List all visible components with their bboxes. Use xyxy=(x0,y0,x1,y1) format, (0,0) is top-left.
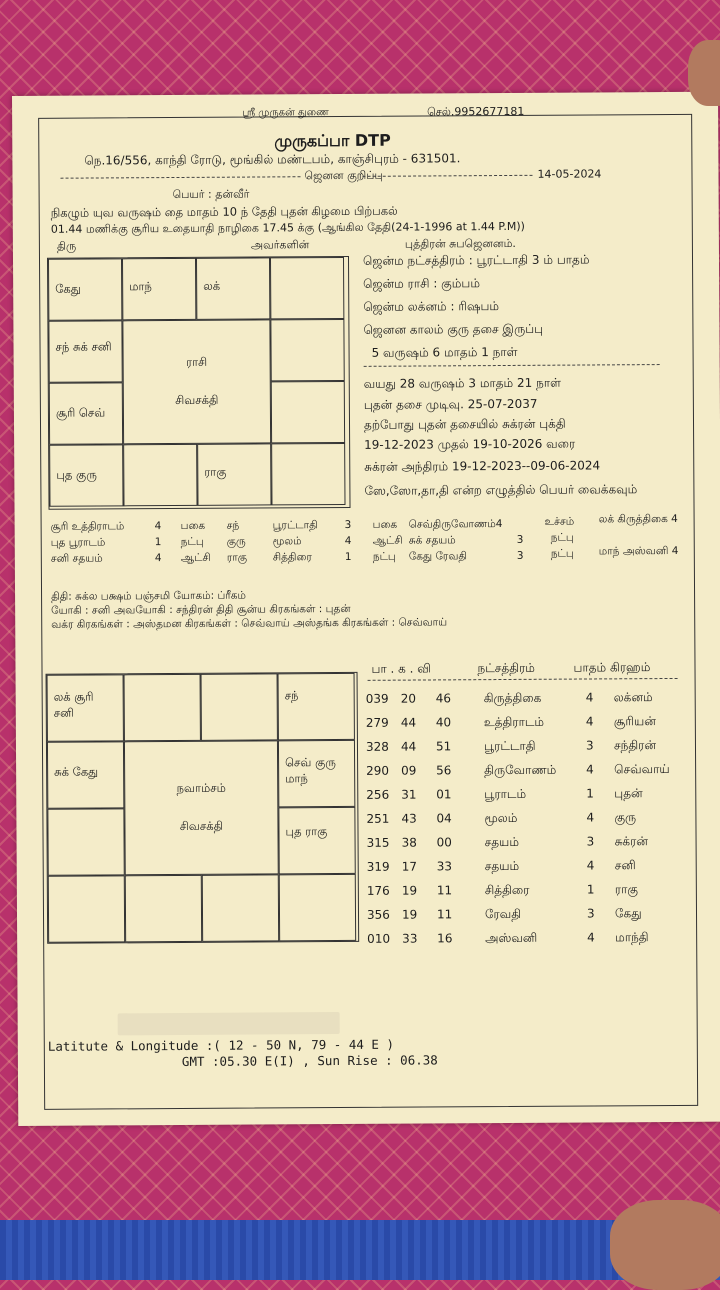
strength-cell: ராகு xyxy=(226,551,248,564)
table-cell: பூராடம் xyxy=(484,786,527,802)
navamsa-cell: செவ் குரு மாந் xyxy=(278,740,355,807)
latitude-longitude: Latitute & Longitude :( 12 - 50 N, 79 - 44 E ) xyxy=(47,1036,395,1054)
table-cell: 315 xyxy=(366,835,390,850)
yogi-line: யோகி : சனி அவயோகி : சந்திரன் திதி சூன்ய கிரகங்கள் : புதன் xyxy=(51,602,351,617)
table-header-degrees: பா . க . வி xyxy=(371,661,431,676)
table-cell: 1 xyxy=(586,786,594,801)
shop-title: முருகப்பா DTP xyxy=(274,130,391,151)
phone-number: செல்.9952677181 xyxy=(427,104,525,119)
age-text: வயது 28 வருஷம் 3 மாதம் 21 நாள் xyxy=(363,375,561,391)
table-cell: 251 xyxy=(366,811,390,826)
finger-top-right xyxy=(688,40,720,106)
finger-bottom-right xyxy=(610,1200,720,1290)
table-cell: 44 xyxy=(400,739,417,754)
strength-cell: குரு xyxy=(226,535,246,548)
table-cell: உத்திராடம் xyxy=(483,714,545,730)
birth-lagnam: ஜென்ம லக்னம் : ரிஷபம் xyxy=(363,299,500,314)
table-cell: 3 xyxy=(586,906,595,921)
table-cell: 010 xyxy=(367,931,391,946)
strength-cell: மூலம் xyxy=(272,535,302,548)
table-cell: 4 xyxy=(586,810,595,825)
table-cell: 4 xyxy=(585,714,594,729)
strength-cell: 4 xyxy=(344,534,352,547)
table-cell: 4 xyxy=(587,930,595,945)
navamsa-cell xyxy=(47,808,124,875)
table-cell: சூரியன் xyxy=(613,714,656,729)
strength-cell: 4 xyxy=(154,552,162,565)
navamsa-center xyxy=(124,740,279,875)
table-cell: 279 xyxy=(365,715,389,730)
table-cell: கேது xyxy=(614,906,642,921)
shop-address: நெ.16/556, காந்தி ரோடு, மூங்கில் மண்டபம், காஞ்சிபுரம் - 631501. xyxy=(84,151,461,168)
strength-cell: கேது ரேவதி xyxy=(408,550,468,563)
navamsa-cell: சுக் கேது xyxy=(47,741,124,808)
document-date: 14-05-2024 xyxy=(537,167,602,181)
table-cell: ரேவதி xyxy=(484,906,522,922)
navamsa-cell xyxy=(124,674,201,741)
birth-star: ஜென்ம நட்சத்திரம் : பூரட்டாதி 3 ம் பாதம் xyxy=(362,252,590,268)
strength-cell: 1 xyxy=(154,536,162,549)
table-cell: கிருத்திகை xyxy=(483,690,542,706)
table-cell: குரு xyxy=(614,810,637,825)
thithi-yoga: திதி: சுக்ல பக்ஷம் பஞ்சமி யோகம்: ப்ரீகம் xyxy=(51,589,246,603)
rasi-cell xyxy=(271,381,345,443)
person-name: பெயர் : தன்வீர் xyxy=(172,187,250,202)
table-cell: 356 xyxy=(366,907,390,922)
navamsa-cell xyxy=(201,673,278,740)
table-cell: 43 xyxy=(401,811,417,826)
table-cell: 51 xyxy=(435,739,452,754)
navamsa-cell xyxy=(202,874,279,941)
table-cell: திருவோணம் xyxy=(484,762,557,778)
table-cell: 38 xyxy=(401,835,417,850)
table-cell: 1 xyxy=(586,882,595,897)
table-cell: 33 xyxy=(402,931,418,946)
period-range: 19-12-2023 முதல் 19-10-2026 வரை xyxy=(364,436,576,452)
birth-line-3b: அவர்களின் xyxy=(250,238,310,252)
strength-cell: புத பூராடம் xyxy=(50,536,106,549)
table-cell: சனி xyxy=(614,858,636,873)
rasi-center-title: ராசி xyxy=(186,354,208,369)
rasi-cell xyxy=(270,319,344,381)
strength-cell: உச்சம் xyxy=(544,515,575,528)
strength-cell: செவ்திருவோணம்4 xyxy=(408,518,503,531)
table-cell: செவ்வாய் xyxy=(614,761,670,777)
blessing-text: ஸ்ரீ முருகன் துணை xyxy=(242,107,329,119)
table-cell: 01 xyxy=(436,787,452,802)
table-cell: சந்திரன் xyxy=(613,738,657,753)
name-letters: ஸே,ஸோ,தா,தி என்ற எழுத்தில் பெயர் வைக்கவும் xyxy=(364,482,638,498)
horoscope-sheet xyxy=(12,92,720,1126)
table-cell: 11 xyxy=(436,907,453,922)
gmt-sunrise: GMT :05.30 E(I) , Sun Rise : 06.38 xyxy=(181,1052,438,1069)
navamsa-center-name: சிவசக்தி xyxy=(179,818,224,833)
strength-cell: 3 xyxy=(516,549,524,562)
table-cell: பூரட்டாதி xyxy=(483,738,536,754)
rasi-cell: சூரி செவ் xyxy=(49,382,123,444)
rasi-cell xyxy=(271,443,345,505)
table-cell: 40 xyxy=(435,715,452,730)
strength-cell: சந் xyxy=(226,519,240,532)
birth-dasa: ஜெனன காலம் குரு தசை இருப்பு xyxy=(363,321,544,337)
table-cell: 3 xyxy=(585,738,594,753)
strength-cell: மாந் அஸ்வனி 4 xyxy=(598,544,679,558)
strength-cell: 1 xyxy=(344,550,352,563)
rasi-cell: கேது xyxy=(48,258,122,320)
table-cell: 09 xyxy=(401,763,417,778)
table-cell: 04 xyxy=(436,811,452,826)
strength-cell: சித்திரை xyxy=(272,551,312,564)
rasi-cell: மாந் xyxy=(122,258,196,320)
strength-cell: நட்பு xyxy=(550,547,574,560)
table-cell: மாந்தி xyxy=(615,930,649,945)
table-cell: சுக்ரன் xyxy=(614,834,648,849)
strength-cell: நட்பு xyxy=(180,535,204,548)
table-cell: 176 xyxy=(366,883,390,898)
table-cell: புதன் xyxy=(614,786,643,801)
rasi-chart xyxy=(47,256,351,510)
table-cell: லக்னம் xyxy=(613,690,653,705)
table-cell: சித்திரை xyxy=(484,882,530,898)
navamsa-cell: புத ராகு xyxy=(278,807,355,874)
strength-cell: ஆட்சி xyxy=(180,551,211,564)
navamsa-cell xyxy=(48,875,125,942)
table-header-pada-planet: பாதம் கிரஹம் xyxy=(573,660,651,675)
strength-cell: சுக் சதயம் xyxy=(408,534,456,547)
vakra-line: வக்ர கிரகங்கள் : அஸ்தமன கிரகங்கள் : செவ்வாய் அஸ்தங்க கிரகங்கள் : செவ்வாய் xyxy=(51,616,448,631)
dasa-balance: 5 வருஷம் 6 மாதம் 1 நாள் xyxy=(371,344,518,360)
table-cell: 33 xyxy=(436,859,453,874)
table-cell: 19 xyxy=(401,883,418,898)
table-cell: 4 xyxy=(586,858,595,873)
strength-cell: ஆட்சி xyxy=(372,534,403,547)
table-cell: 00 xyxy=(436,835,452,850)
rasi-cell xyxy=(270,257,344,319)
strength-cell: நட்பு xyxy=(550,531,574,544)
rasi-cell: சந் சுக் சனி xyxy=(48,320,122,382)
strength-cell: பகை xyxy=(180,519,206,532)
navamsa-cell xyxy=(279,874,356,941)
rasi-center-name: சிவசக்தி xyxy=(175,392,219,408)
birth-line-3c: புத்திரன் சுபஜெனனம். xyxy=(404,236,516,251)
table-cell: மூலம் xyxy=(484,810,518,826)
table-cell: 44 xyxy=(400,715,417,730)
antara-range: சுக்ரன் அந்திரம் 19-12-2023--09-06-2024 xyxy=(364,458,601,474)
table-cell: 16 xyxy=(437,931,453,946)
budhan-dasa-end: புதன் தசை முடிவு. 25-07-2037 xyxy=(363,396,538,412)
table-cell: 256 xyxy=(366,787,390,802)
document-title: ஜெனன குறிப்பு xyxy=(304,168,383,183)
planet-strength-table xyxy=(50,512,701,572)
paper-strip xyxy=(118,1012,340,1035)
navamsa-cell: சந் xyxy=(278,673,355,740)
birth-line-2: 01.44 மணிக்கு சூரிய உதையாதி நாழிகை 17.45 க்கு (ஆங்கில தேதி(24-1-1996 at 1.44 P.M)) xyxy=(50,219,525,236)
navamsa-cell xyxy=(125,875,202,942)
rasi-center xyxy=(122,319,271,444)
navamsa-center-title: நவாம்சம் xyxy=(176,780,226,796)
table-cell: அஸ்வனி xyxy=(485,930,538,946)
rasi-cell xyxy=(123,444,197,506)
navamsa-chart xyxy=(46,672,360,944)
birth-line-3a: திரு xyxy=(56,239,77,253)
strength-cell: 3 xyxy=(344,518,352,531)
strength-cell: 4 xyxy=(154,520,162,533)
birth-rasi: ஜென்ம ராசி : கும்பம் xyxy=(363,276,481,291)
rasi-cell: லக் xyxy=(196,257,270,319)
table-cell: 4 xyxy=(586,762,594,777)
table-cell: 319 xyxy=(366,859,390,874)
current-period: தற்போது புதன் தசையில் சுக்ரன் புக்தி xyxy=(363,416,566,432)
birth-line-1: நிகழும் யுவ வருஷம் தை மாதம் 10 ந் தேதி புதன் கிழமை பிற்பகல் xyxy=(50,203,398,220)
strength-cell: பூரட்டாதி xyxy=(272,519,318,532)
strength-cell: 3 xyxy=(516,533,524,546)
table-cell: 4 xyxy=(585,690,594,705)
table-cell: 31 xyxy=(401,787,417,802)
strength-cell: சூரி உத்திராடம் xyxy=(50,520,125,533)
rasi-cell: புத குரு xyxy=(49,444,123,506)
table-cell: 290 xyxy=(366,763,390,778)
table-cell: 17 xyxy=(401,859,418,874)
strength-cell: பகை xyxy=(372,518,398,531)
navamsa-cell: லக் சூரி சனி xyxy=(47,674,124,741)
table-cell: ராகு xyxy=(614,882,638,897)
table-cell: 11 xyxy=(436,883,453,898)
table-cell: 039 xyxy=(365,691,389,706)
table-cell: 56 xyxy=(436,763,452,778)
strength-cell: சனி சதயம் xyxy=(50,552,103,565)
table-cell: 328 xyxy=(365,739,389,754)
table-cell: 20 xyxy=(400,691,417,706)
table-cell: 3 xyxy=(586,834,595,849)
table-cell: 19 xyxy=(401,907,418,922)
table-cell: 46 xyxy=(435,691,452,706)
strength-cell: நட்பு xyxy=(372,550,396,563)
table-cell: சதயம் xyxy=(484,834,520,850)
strength-cell: லக் கிருத்திகை 4 xyxy=(598,512,678,526)
table-header-star: நட்சத்திரம் xyxy=(477,660,535,676)
table-cell: சதயம் xyxy=(484,858,520,874)
rasi-cell: ராகு xyxy=(197,443,271,505)
